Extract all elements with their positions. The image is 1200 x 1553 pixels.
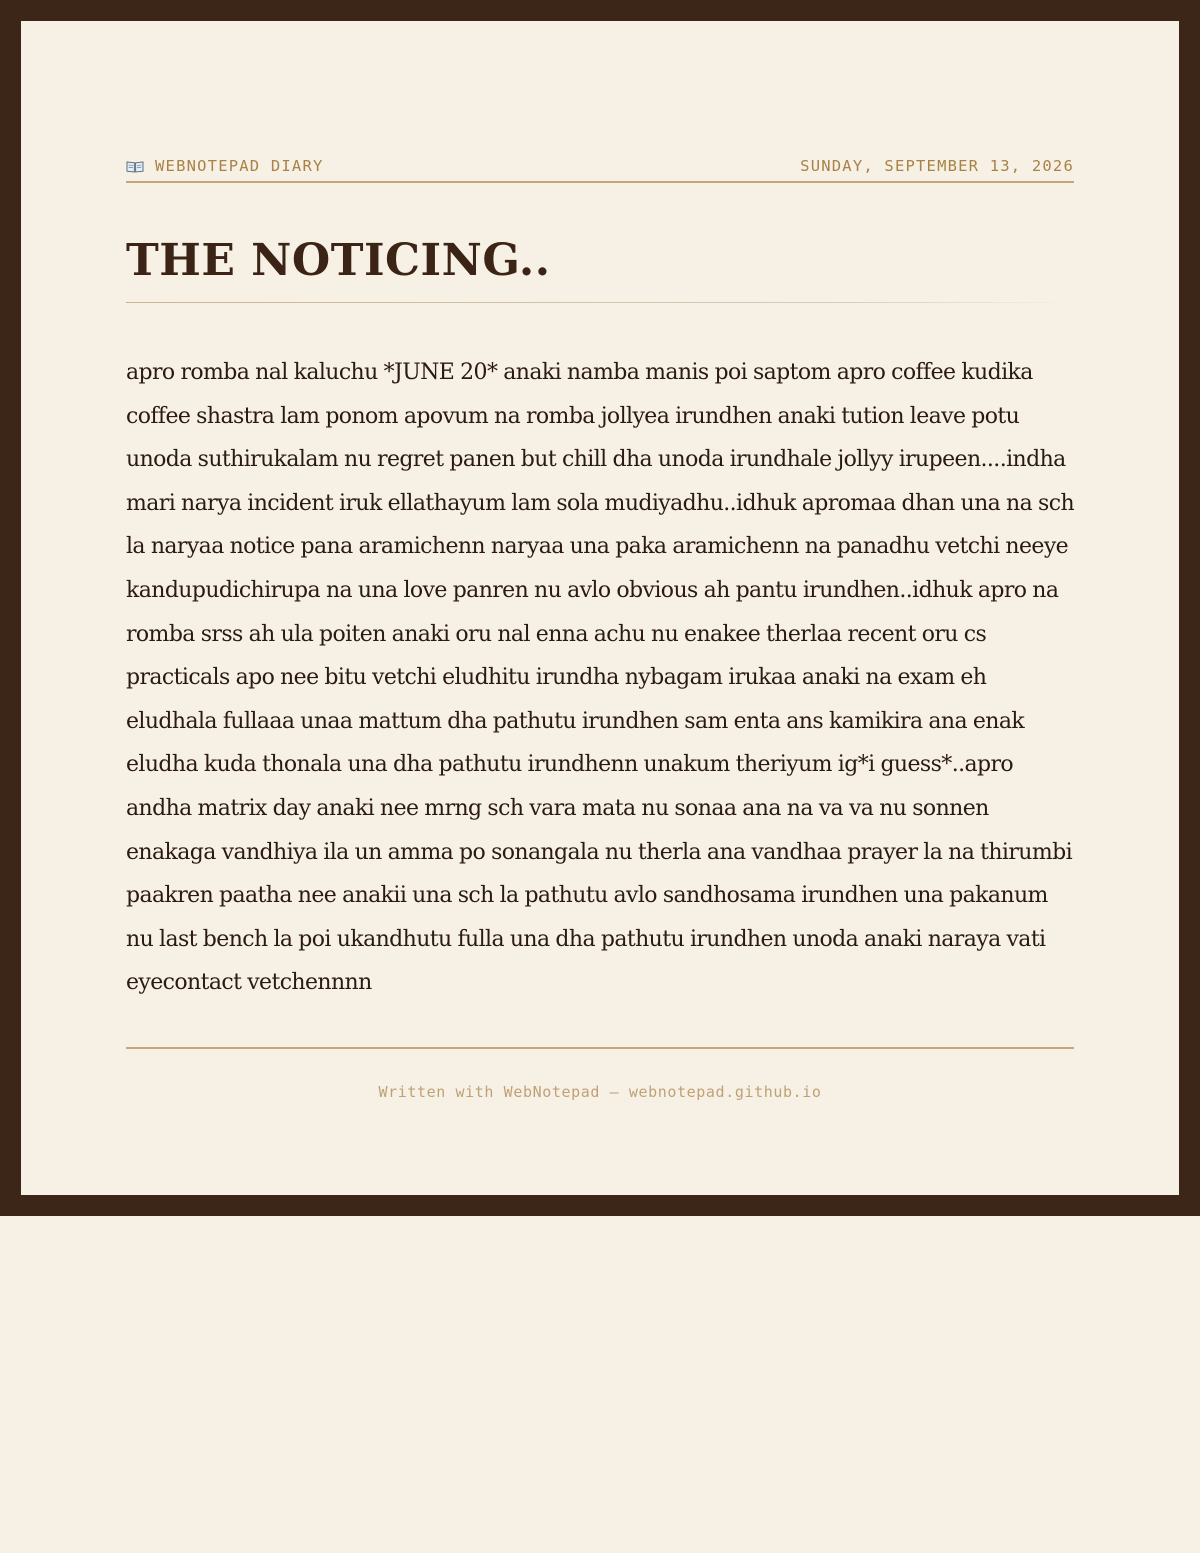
open-book-icon (126, 160, 144, 172)
diary-header (126, 155, 1074, 183)
title-divider (126, 302, 1074, 303)
entry-title: THE NOTICING.. (126, 235, 551, 286)
entry-date: SUNDAY, SEPTEMBER 13, 2026 (800, 157, 1074, 175)
diary-page (21, 21, 1179, 1195)
footer-credit: Written with WebNotepad — webnotepad.github.io (378, 1083, 822, 1101)
brand-label: WEBNOTEPAD DIARY (155, 157, 324, 175)
brand (126, 157, 324, 175)
entry-body: apro romba nal kaluchu *JUNE 20* anaki namba manis poi saptom apro coffee kudika coffee shastra lam ponom apovum na romba jollyea irundhen anaki tution leave potu unoda suthirukalam nu regret panen but chill dha unoda irundhale jollyy irupeen....indha mari narya incident iruk ellathayum lam sola mudiyadhu..idhuk apromaa dhan una na sch la naryaa notice pana aramichenn naryaa una paka aramichenn na panadhu vetchi neeye kandupudichirupa na una love panren nu avlo obvious ah pantu irundhen..idhuk apro na romba srss ah ula poiten anaki oru nal enna achu nu enakee therlaa recent oru cs practicals apo nee bitu vetchi eludhitu irundha nybagam irukaa anaki na exam eh eludhala fullaaa unaa mattum dha pathutu irundhen sam enta ans kamikira ana enak eludha kuda thonala una dha pathutu irundhenn unakum theriyum ig*i guess*..apro andha matrix day anaki nee mrng sch vara mata nu sonaa ana na va va nu sonnen enakaga vandhiya ila un amma po sonangala nu therla ana vandhaa prayer la na thirumbi paakren paatha nee anakii una sch la pathutu avlo sandhosama irundhen una pakanum nu last bench la poi ukandhutu fulla una dha pathutu irundhen unoda anaki naraya vati eyecontact vetchennnn (126, 360, 1075, 996)
footer-divider (126, 1047, 1074, 1049)
